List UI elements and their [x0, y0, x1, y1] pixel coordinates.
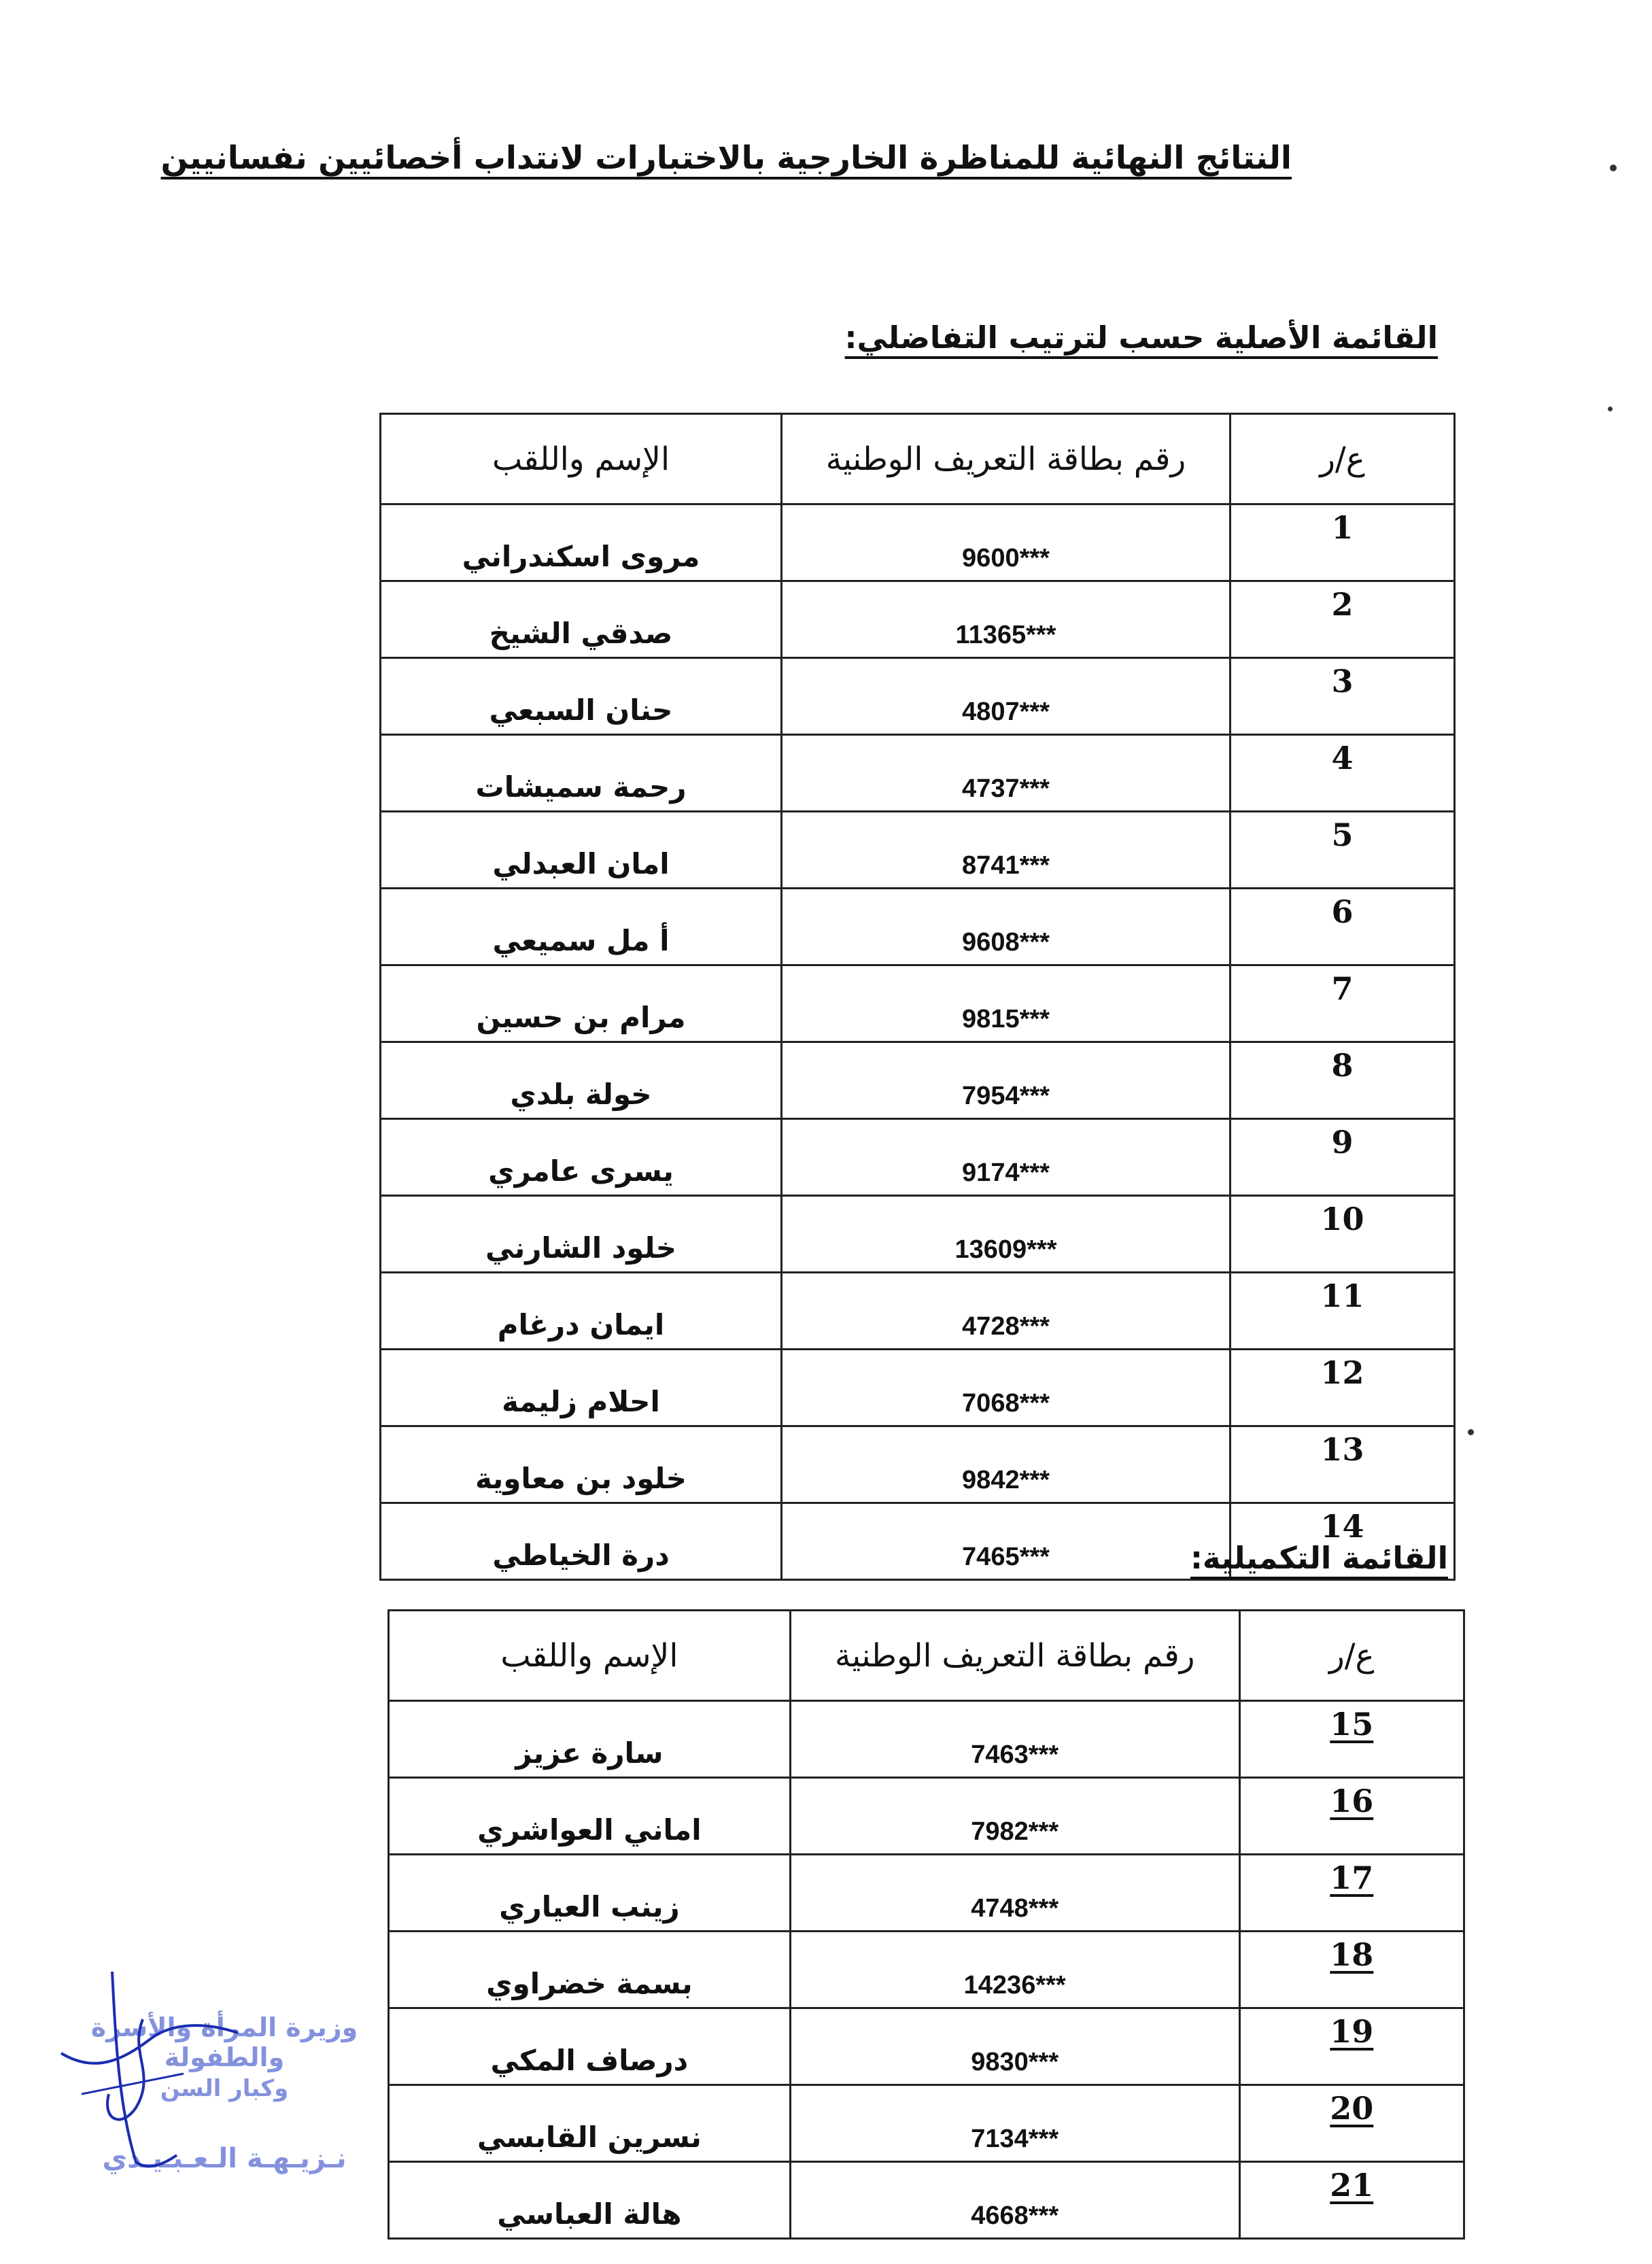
rank-number: 1: [1331, 509, 1354, 546]
rank-cell: [1231, 1196, 1455, 1273]
rank-number: 6: [1331, 893, 1354, 930]
handwritten-signature: [41, 1958, 258, 2176]
national-id-cell: 9600***: [782, 504, 1231, 581]
rank-cell: [1239, 2162, 1464, 2239]
table-row: [389, 1932, 1464, 2008]
full-name-cell: يسرى عامري: [381, 1119, 782, 1196]
full-name-cell: درة الخياطي: [381, 1503, 782, 1580]
full-name-cell: خلود بن معاوية: [381, 1426, 782, 1503]
original-list-table: [379, 413, 1456, 1581]
rank-number: 8: [1331, 1047, 1354, 1084]
rank-cell: [1239, 1701, 1464, 1778]
rank-number: 10: [1320, 1201, 1364, 1237]
national-id-cell: 11365***: [782, 581, 1231, 658]
header-rank: ع/ر: [1231, 414, 1455, 504]
national-id-cell: 7465***: [782, 1503, 1231, 1580]
table-header-row: [381, 414, 1455, 504]
national-id-cell: 4807***: [782, 658, 1231, 735]
national-id-cell: 7134***: [790, 2085, 1239, 2162]
page-title: النتائج النهائية للمناظرة الخارجية بالاختبارات لانتداب أخصائيين نفسانيين: [160, 139, 1292, 177]
national-id-cell: 7068***: [782, 1350, 1231, 1426]
rank-cell: [1231, 1273, 1455, 1350]
table-row: [381, 1426, 1455, 1503]
header-full-name: الإسم واللقب: [381, 414, 782, 504]
table-row: [381, 1273, 1455, 1350]
national-id-cell: 9842***: [782, 1426, 1231, 1503]
rank-number: 20: [1330, 2090, 1374, 2127]
full-name-cell: احلام زليمة: [381, 1350, 782, 1426]
full-name-cell: درصاف المكي: [389, 2008, 791, 2085]
national-id-cell: 14236***: [790, 1932, 1239, 2008]
rank-cell: [1231, 889, 1455, 965]
full-name-cell: خلود الشارني: [381, 1196, 782, 1273]
rank-number: 11: [1320, 1277, 1364, 1314]
rank-number: 14: [1320, 1508, 1364, 1545]
table-row: [381, 1196, 1455, 1273]
full-name-cell: حنان السبعي: [381, 658, 782, 735]
complementary-list-heading: القائمة التكميلية:: [1190, 1540, 1448, 1576]
header-full-name: الإسم واللقب: [389, 1611, 791, 1701]
rank-number: 4: [1331, 740, 1354, 776]
scan-speck: [1608, 407, 1613, 411]
rank-cell: [1231, 1042, 1455, 1119]
table-row: [389, 2085, 1464, 2162]
table-row: [381, 504, 1455, 581]
rank-cell: [1231, 658, 1455, 735]
rank-cell: [1239, 1855, 1464, 1932]
national-id-cell: 9815***: [782, 965, 1231, 1042]
table-row: [381, 581, 1455, 658]
header-national-id: رقم بطاقة التعريف الوطنية: [790, 1611, 1239, 1701]
rank-number: 7: [1331, 970, 1354, 1007]
complementary-list-table: [388, 1609, 1465, 2240]
rank-number: 15: [1330, 1706, 1374, 1743]
table-row: [389, 1855, 1464, 1932]
header-national-id: رقم بطاقة التعريف الوطنية: [782, 414, 1231, 504]
national-id-cell: 9830***: [790, 2008, 1239, 2085]
rank-cell: [1239, 2008, 1464, 2085]
rank-cell: [1239, 1932, 1464, 2008]
national-id-cell: 7954***: [782, 1042, 1231, 1119]
rank-cell: [1231, 965, 1455, 1042]
full-name-cell: مرام بن حسين: [381, 965, 782, 1042]
national-id-cell: 7982***: [790, 1778, 1239, 1855]
rank-cell: [1231, 1350, 1455, 1426]
full-name-cell: مروى اسكندراني: [381, 504, 782, 581]
rank-number: 5: [1331, 817, 1354, 853]
rank-cell: [1231, 504, 1455, 581]
national-id-cell: 4728***: [782, 1273, 1231, 1350]
national-id-cell: 9608***: [782, 889, 1231, 965]
rank-number: 13: [1320, 1431, 1364, 1468]
national-id-cell: 7463***: [790, 1701, 1239, 1778]
full-name-cell: رحمة سميشات: [381, 735, 782, 812]
rank-cell: [1231, 735, 1455, 812]
rank-number: 2: [1331, 586, 1354, 623]
rank-number: 21: [1330, 2167, 1374, 2203]
table-row: [389, 1701, 1464, 1778]
national-id-cell: 4737***: [782, 735, 1231, 812]
national-id-cell: 9174***: [782, 1119, 1231, 1196]
rank-number: 12: [1320, 1354, 1364, 1391]
full-name-cell: زينب العياري: [389, 1855, 791, 1932]
table-row: [381, 1350, 1455, 1426]
national-id-cell: 8741***: [782, 812, 1231, 889]
full-name-cell: امان العبدلي: [381, 812, 782, 889]
scan-speck: [1468, 1429, 1474, 1435]
full-name-cell: خولة بلدي: [381, 1042, 782, 1119]
full-name-cell: أ مل سميعي: [381, 889, 782, 965]
scan-speck: [1610, 165, 1617, 171]
rank-cell: [1239, 2085, 1464, 2162]
full-name-cell: بسمة خضراوي: [389, 1932, 791, 2008]
rank-number: 18: [1330, 1936, 1374, 1973]
national-id-cell: 13609***: [782, 1196, 1231, 1273]
national-id-cell: 4748***: [790, 1855, 1239, 1932]
stamp-line-minister-name: نـزيـهـة الـعـبـيـدي: [102, 2143, 347, 2174]
rank-number: 19: [1330, 2013, 1374, 2050]
full-name-cell: ايمان درغام: [381, 1273, 782, 1350]
table-row: [389, 2162, 1464, 2239]
header-rank: ع/ر: [1239, 1611, 1464, 1701]
table-row: [389, 2008, 1464, 2085]
original-list-heading: القائمة الأصلية حسب لترتيب التفاضلي:: [844, 320, 1438, 356]
full-name-cell: هالة العباسي: [389, 2162, 791, 2239]
full-name-cell: نسرين القابسي: [389, 2085, 791, 2162]
national-id-cell: 4668***: [790, 2162, 1239, 2239]
table-header-row: [389, 1611, 1464, 1701]
rank-cell: [1231, 812, 1455, 889]
table-row: [389, 1778, 1464, 1855]
rank-cell: [1231, 1119, 1455, 1196]
stamp-line-ministry: وزيرة المرأة والأسرة والطفولة: [90, 2012, 358, 2072]
table-row: [381, 889, 1455, 965]
rank-number: 17: [1330, 1859, 1374, 1896]
rank-number: 3: [1331, 663, 1354, 700]
table-row: [381, 658, 1455, 735]
full-name-cell: اماني العواشري: [389, 1778, 791, 1855]
rank-cell: [1239, 1778, 1464, 1855]
full-name-cell: سارة عزيز: [389, 1701, 791, 1778]
rank-cell: [1231, 1426, 1455, 1503]
rank-number: 9: [1331, 1124, 1354, 1161]
rank-number: 16: [1330, 1783, 1374, 1819]
table-row: [381, 965, 1455, 1042]
rank-cell: [1231, 581, 1455, 658]
table-row: [381, 735, 1455, 812]
table-row: [381, 1042, 1455, 1119]
stamp-line-elderly: وكبار السن: [160, 2075, 289, 2102]
full-name-cell: صدقي الشيخ: [381, 581, 782, 658]
table-row: [381, 1119, 1455, 1196]
table-row: [381, 812, 1455, 889]
